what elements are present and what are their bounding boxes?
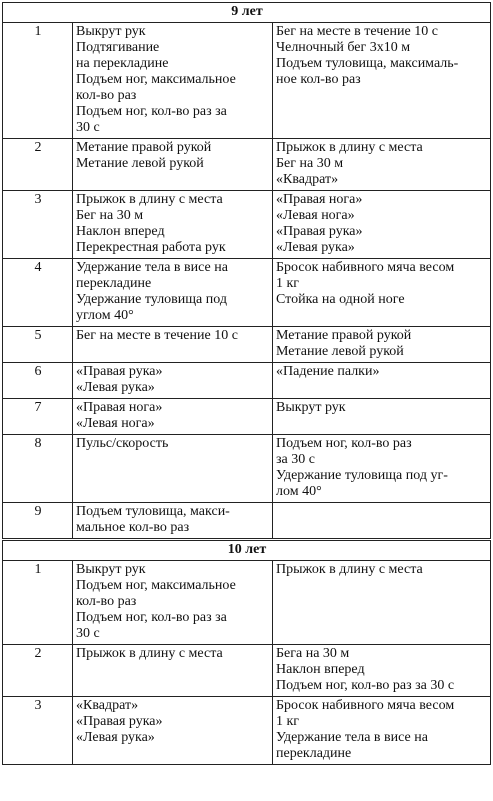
tests-column-b-cell bbox=[273, 23, 491, 139]
test-line: Подъем ног, кол-во раз за bbox=[76, 610, 227, 625]
tests-column-a-cell bbox=[73, 399, 273, 435]
row-number: 2 bbox=[3, 645, 73, 697]
test-schedule-table bbox=[2, 2, 491, 765]
tests-column-a-cell bbox=[73, 645, 273, 697]
test-line: Прыжок в длину с места bbox=[276, 562, 423, 577]
table-row bbox=[3, 327, 491, 363]
test-line: перекладине bbox=[76, 276, 152, 291]
row-number: 2 bbox=[3, 139, 73, 191]
tests-column-a-cell bbox=[73, 697, 273, 765]
test-line: Бег на месте в течение 10 с bbox=[276, 24, 438, 39]
test-line: Метание правой рукой bbox=[76, 140, 212, 155]
test-line: лом 40° bbox=[276, 484, 322, 499]
tests-column-a-cell bbox=[73, 23, 273, 139]
row-number: 1 bbox=[3, 23, 73, 139]
test-line: Подъем ног, кол-во раз за bbox=[76, 104, 227, 119]
tests-column-b-cell bbox=[273, 645, 491, 697]
test-line: Подтягивание bbox=[76, 40, 160, 55]
tests-column-b-cell bbox=[273, 697, 491, 765]
tests-column-b-cell bbox=[273, 435, 491, 503]
test-line: Наклон вперед bbox=[276, 662, 365, 677]
tests-column-a-cell bbox=[73, 363, 273, 399]
empty-cell-filler bbox=[276, 504, 488, 520]
table-row bbox=[3, 435, 491, 503]
test-line: «Левая нога» bbox=[76, 416, 155, 431]
test-line: за 30 с bbox=[276, 452, 315, 467]
tests-column-b-cell bbox=[273, 327, 491, 363]
test-line: Перекрестная работа рук bbox=[76, 240, 226, 255]
tests-column-b-cell bbox=[273, 259, 491, 327]
row-number: 9 bbox=[3, 503, 73, 540]
test-line: «Левая нога» bbox=[276, 208, 355, 223]
test-line: Подъем ног, максимальное bbox=[76, 578, 236, 593]
tests-column-b-cell bbox=[273, 399, 491, 435]
table-row bbox=[3, 23, 491, 139]
test-line: Подъем туловища, максималь- bbox=[276, 56, 459, 71]
test-line: «Квадрат» bbox=[76, 698, 139, 713]
tests-column-b-cell bbox=[273, 191, 491, 259]
test-line: «Правая рука» bbox=[76, 714, 163, 729]
tests-column-a-cell bbox=[73, 327, 273, 363]
test-line: Челночный бег 3х10 м bbox=[276, 40, 411, 55]
test-line: 1 кг bbox=[276, 714, 300, 729]
test-line: Метание левой рукой bbox=[276, 344, 404, 359]
test-line: Бег на 30 м bbox=[76, 208, 144, 223]
test-line: Бросок набивного мяча весом bbox=[276, 698, 455, 713]
test-line: Выкрут рук bbox=[76, 562, 146, 577]
test-line: 1 кг bbox=[276, 276, 300, 291]
row-number: 3 bbox=[3, 697, 73, 765]
test-line: Подъем ног, кол-во раз за 30 с bbox=[276, 678, 455, 693]
table-row bbox=[3, 191, 491, 259]
test-line: «Левая рука» bbox=[76, 730, 155, 745]
test-line: «Правая нога» bbox=[276, 192, 363, 207]
row-number: 3 bbox=[3, 191, 73, 259]
test-line: мальное кол-во раз bbox=[76, 520, 190, 535]
tests-column-b-cell bbox=[273, 503, 491, 540]
test-line: «Квадрат» bbox=[276, 172, 339, 187]
test-line: Подъем ног, кол-во раз bbox=[276, 436, 412, 451]
document-page bbox=[2, 2, 491, 765]
test-line: Бросок набивного мяча весом bbox=[276, 260, 455, 275]
test-line: «Правая рука» bbox=[276, 224, 363, 239]
test-line: «Левая рука» bbox=[276, 240, 355, 255]
test-line: Стойка на одной ноге bbox=[276, 292, 405, 307]
section-header-row bbox=[3, 3, 491, 23]
test-line: Прыжок в длину с места bbox=[276, 140, 423, 155]
test-line: Пульс/скорость bbox=[76, 436, 169, 451]
row-number: 4 bbox=[3, 259, 73, 327]
table-row bbox=[3, 645, 491, 697]
test-line: Подъем ног, максимальное bbox=[76, 72, 236, 87]
table-row bbox=[3, 561, 491, 645]
row-number: 5 bbox=[3, 327, 73, 363]
test-line: Прыжок в длину с места bbox=[76, 192, 223, 207]
test-line: Метание правой рукой bbox=[276, 328, 412, 343]
test-line: Бег на месте в течение 10 с bbox=[76, 328, 238, 343]
test-line: Удержание тела в висе на bbox=[76, 260, 228, 275]
test-line: ное кол-во раз bbox=[276, 72, 361, 87]
table-body bbox=[3, 3, 491, 765]
test-line: «Правая нога» bbox=[76, 400, 163, 415]
test-line: углом 40° bbox=[76, 308, 134, 323]
table-row bbox=[3, 363, 491, 399]
test-line: 30 с bbox=[76, 120, 100, 135]
test-line: Бег на 30 м bbox=[276, 156, 344, 171]
row-number: 1 bbox=[3, 561, 73, 645]
tests-column-a-cell bbox=[73, 561, 273, 645]
test-line: «Правая рука» bbox=[76, 364, 163, 379]
tests-column-a-cell bbox=[73, 191, 273, 259]
test-line: Выкрут рук bbox=[276, 400, 346, 415]
tests-column-a-cell bbox=[73, 435, 273, 503]
row-number: 6 bbox=[3, 363, 73, 399]
test-line: кол-во раз bbox=[76, 594, 137, 609]
tests-column-b-cell bbox=[273, 139, 491, 191]
test-line: Наклон вперед bbox=[76, 224, 165, 239]
table-row bbox=[3, 697, 491, 765]
test-line: Подъем туловища, макси- bbox=[76, 504, 230, 519]
table-row bbox=[3, 503, 491, 540]
tests-column-b-cell bbox=[273, 561, 491, 645]
test-line: Удержание тела в висе на bbox=[276, 730, 428, 745]
row-number: 8 bbox=[3, 435, 73, 503]
test-line: перекладине bbox=[276, 746, 352, 761]
section-title: 9 лет bbox=[3, 3, 491, 23]
row-number: 7 bbox=[3, 399, 73, 435]
table-row bbox=[3, 139, 491, 191]
test-line: «Падение палки» bbox=[276, 364, 380, 379]
section-header-row bbox=[3, 540, 491, 561]
test-line: Удержание туловища под уг- bbox=[276, 468, 448, 483]
test-line: 30 с bbox=[76, 626, 100, 641]
test-line: «Левая рука» bbox=[76, 380, 155, 395]
test-line: Бега на 30 м bbox=[276, 646, 350, 661]
test-line: кол-во раз bbox=[76, 88, 137, 103]
section-title: 10 лет bbox=[3, 540, 491, 561]
test-line: на перекладине bbox=[76, 56, 169, 71]
table-row bbox=[3, 259, 491, 327]
tests-column-a-cell bbox=[73, 503, 273, 540]
test-line: Прыжок в длину с места bbox=[76, 646, 223, 661]
tests-column-a-cell bbox=[73, 259, 273, 327]
test-line: Выкрут рук bbox=[76, 24, 146, 39]
tests-column-b-cell bbox=[273, 363, 491, 399]
table-row bbox=[3, 399, 491, 435]
test-line: Удержание туловища под bbox=[76, 292, 227, 307]
test-line: Метание левой рукой bbox=[76, 156, 204, 171]
tests-column-a-cell bbox=[73, 139, 273, 191]
